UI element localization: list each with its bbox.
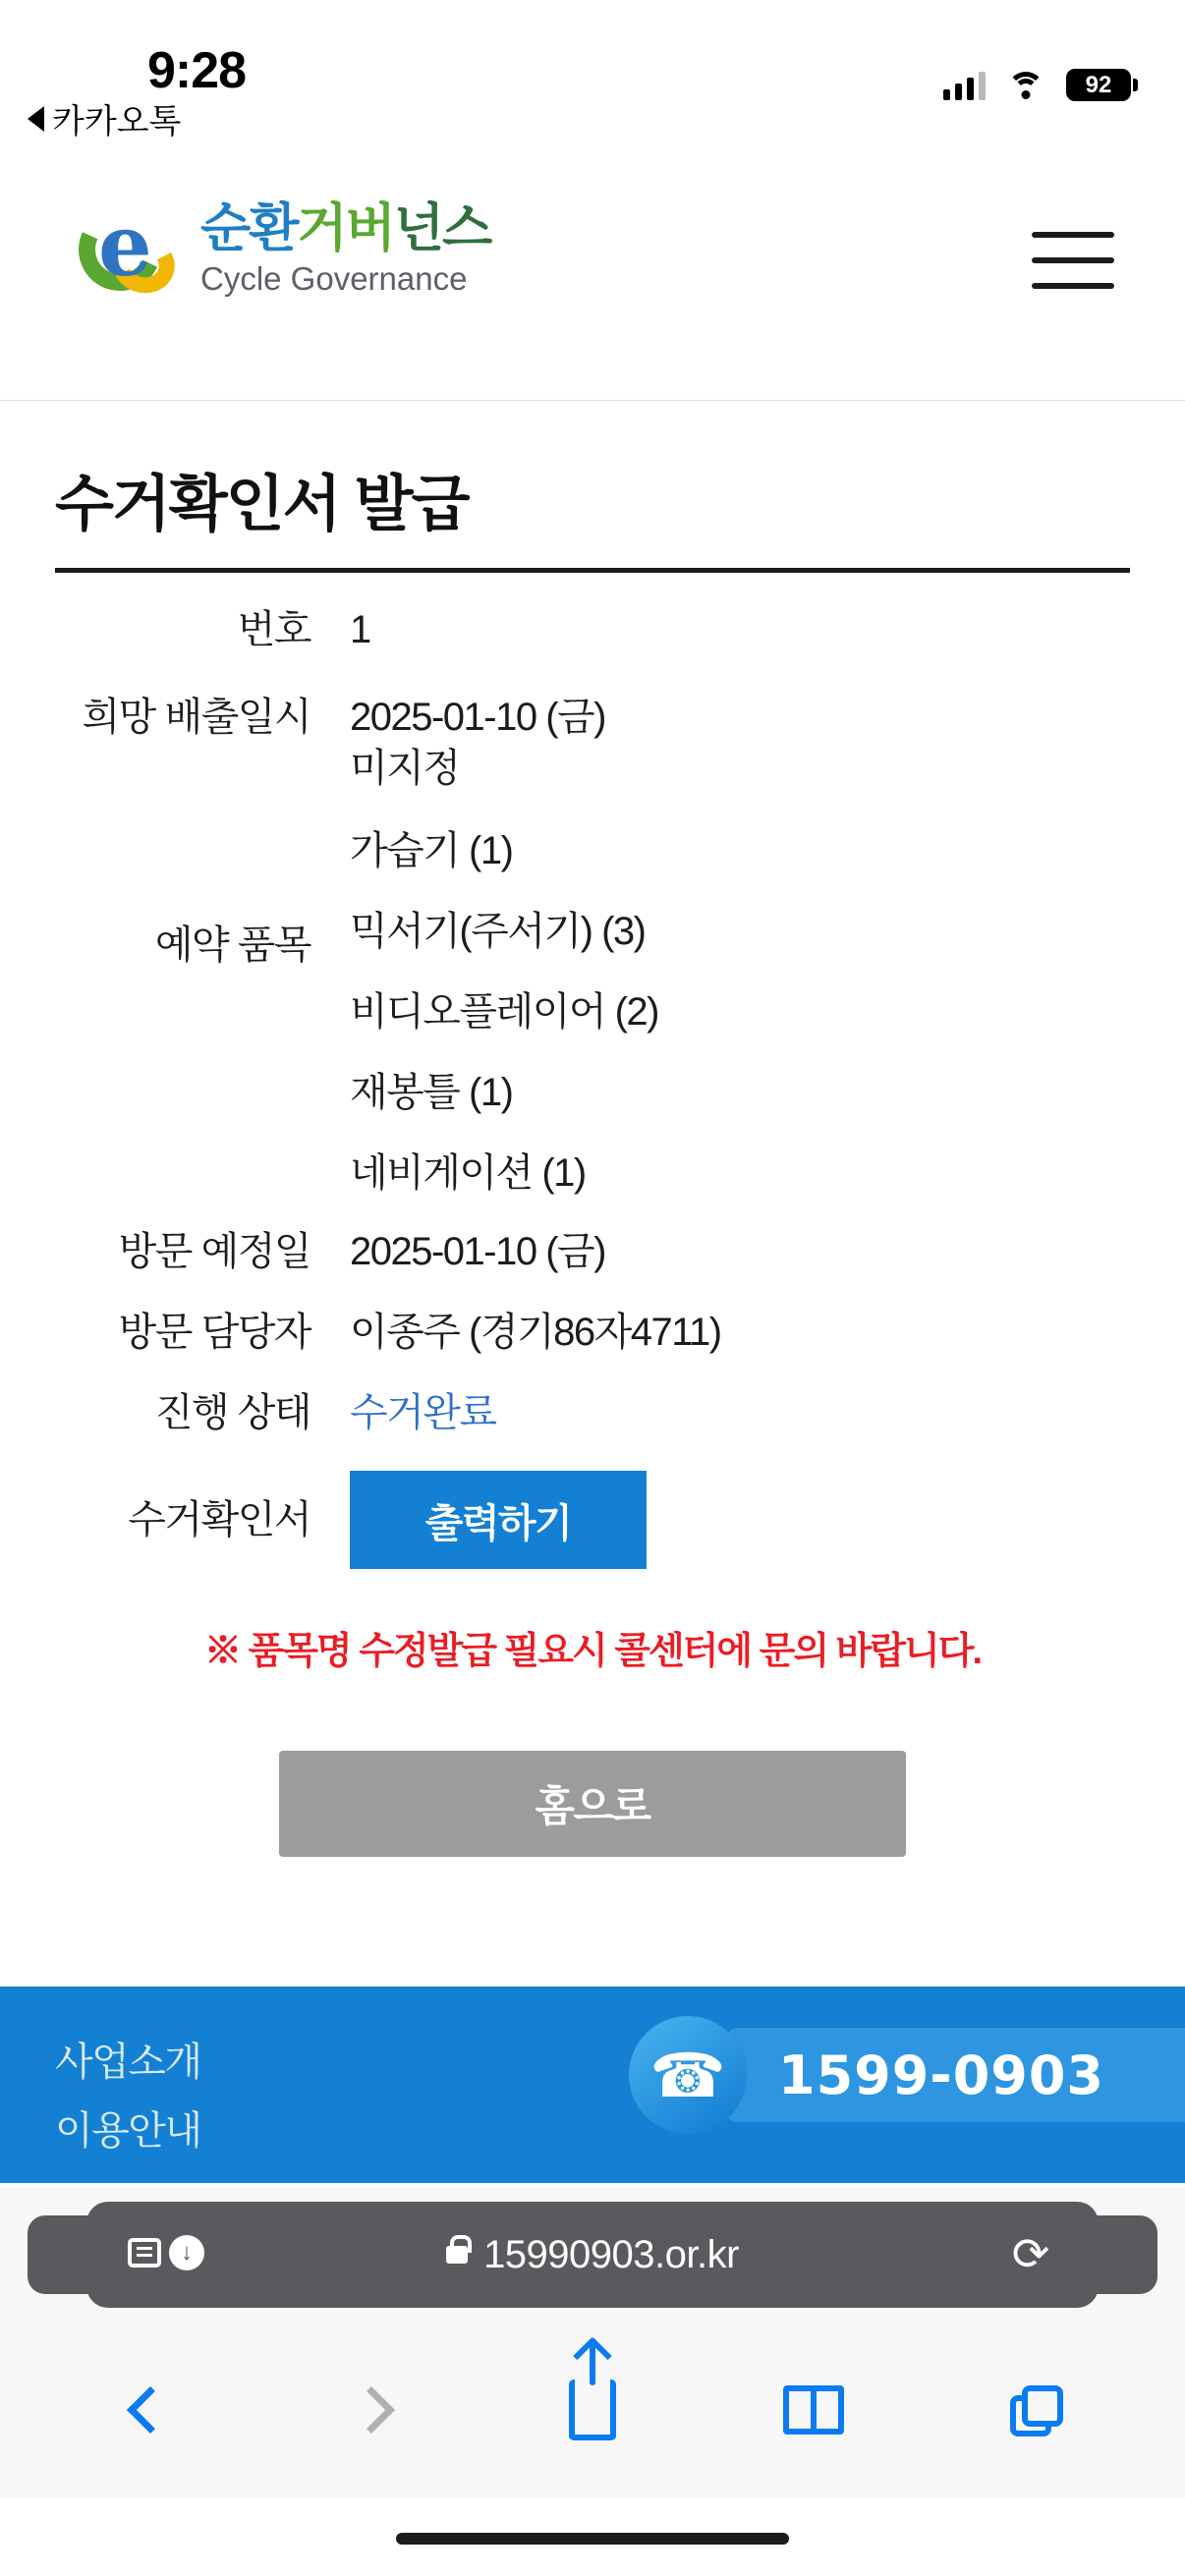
list-item: 비디오플레이어 (2) — [350, 990, 658, 1034]
return-to-app-button[interactable] — [28, 94, 181, 142]
battery-indicator: 92 — [1066, 69, 1131, 101]
logo-text — [200, 200, 490, 298]
url-center[interactable] — [86, 2228, 1099, 2279]
reservation-info-table — [55, 573, 1130, 1569]
status-bar-indicators — [943, 69, 1131, 101]
table-row-progress — [55, 1357, 1130, 1437]
footer-link-business[interactable]: 사업소개 — [55, 2041, 201, 2084]
wifi-icon — [1007, 72, 1044, 99]
label-items: 예약 품목 — [154, 924, 310, 967]
status-bar-time: 9:28 — [147, 42, 247, 99]
value-desired-date-line2: 미지정 — [350, 747, 460, 790]
label-number: 번호 — [237, 608, 310, 651]
browser-address-bar — [0, 2188, 1185, 2322]
value-visit-date: 2025-01-10 (금) — [350, 1230, 606, 1273]
table-row-certificate — [55, 1437, 1130, 1569]
value-desired-date — [350, 693, 1130, 793]
book-icon — [783, 2385, 844, 2435]
logo-english-name: Cycle Governance — [200, 260, 468, 298]
tabs-button[interactable] — [981, 2356, 1089, 2464]
site-logo[interactable] — [77, 196, 491, 298]
page-settings-button[interactable] — [128, 2235, 204, 2270]
return-to-app-label: 카카오톡 — [52, 103, 182, 140]
footer-links — [55, 2032, 201, 2169]
page-title: 수거확인서 발급 — [55, 471, 469, 538]
url-text: 15990903.or.kr — [483, 2232, 739, 2276]
value-desired-date-line1: 2025-01-10 (금) — [350, 696, 606, 739]
logo-kr-1: 순환 — [200, 199, 298, 257]
list-item: 가습기 (1) — [350, 829, 513, 872]
site-header — [0, 147, 1185, 401]
logo-kr-2: 거버 — [297, 199, 394, 257]
url-pill[interactable] — [86, 2202, 1099, 2308]
next-tab-strip[interactable] — [1059, 2215, 1157, 2294]
back-triangle-icon — [28, 106, 44, 132]
cycle-logo-icon: e — [77, 202, 187, 297]
phone-icon: ☎ — [629, 2016, 747, 2134]
status-bar — [0, 0, 1185, 147]
back-button[interactable] — [96, 2356, 204, 2464]
tabs-icon — [1010, 2385, 1059, 2435]
bookmarks-button[interactable] — [760, 2356, 868, 2464]
lock-icon — [446, 2246, 468, 2264]
share-icon — [569, 2380, 616, 2440]
chevron-left-icon — [127, 2386, 174, 2434]
table-row-desired-date — [55, 653, 1130, 793]
logo-korean-name — [200, 200, 490, 256]
download-icon: ↓ — [169, 2235, 204, 2270]
browser-toolbar — [0, 2322, 1185, 2498]
list-item: 네비게이션 (1) — [350, 1151, 586, 1195]
hamburger-menu-icon[interactable] — [1032, 232, 1114, 289]
print-button[interactable]: 출력하기 — [350, 1471, 647, 1569]
cellular-signal-icon — [943, 71, 986, 100]
table-row-items — [55, 793, 1130, 1198]
certificate-action-cell — [350, 1471, 1130, 1569]
home-button-wrap — [0, 1751, 1185, 1857]
value-items — [350, 826, 1130, 1198]
share-button[interactable] — [538, 2356, 647, 2464]
label-progress: 진행 상태 — [154, 1391, 310, 1434]
label-certificate: 수거확인서 — [128, 1498, 310, 1541]
footer-link-guide[interactable]: 이용안내 — [55, 2109, 201, 2153]
main-content — [0, 402, 1185, 1857]
forward-button[interactable] — [317, 2356, 425, 2464]
logo-kr-3: 넌스 — [393, 199, 491, 257]
reload-icon[interactable]: ⟳ — [1011, 2228, 1050, 2279]
chevron-right-icon — [348, 2386, 395, 2434]
table-row-visit-staff — [55, 1276, 1130, 1357]
value-number: 1 — [350, 608, 370, 651]
table-row-number — [55, 573, 1130, 653]
status-badge: 수거완료 — [350, 1391, 496, 1434]
label-visit-date: 방문 예정일 — [118, 1230, 310, 1273]
list-item: 재봉틀 (1) — [350, 1071, 513, 1114]
home-button[interactable]: 홈으로 — [279, 1751, 906, 1857]
label-desired-date: 희망 배출일시 — [82, 696, 310, 739]
list-item: 믹서기(주서기) (3) — [350, 910, 646, 953]
call-center-number: 1599-0903 — [778, 2044, 1104, 2106]
table-row-visit-date — [55, 1198, 1130, 1276]
label-visit-staff: 방문 담당자 — [118, 1311, 310, 1354]
notice-text: ※ 품목명 수정발급 필요시 콜센터에 문의 바랍니다. — [203, 1631, 982, 1672]
reader-view-icon — [128, 2238, 161, 2268]
previous-tab-strip[interactable] — [28, 2215, 126, 2294]
site-footer — [0, 1987, 1185, 2183]
value-visit-staff: 이종주 (경기86자4711) — [350, 1311, 721, 1354]
home-indicator — [396, 2533, 789, 2545]
call-center-banner[interactable] — [649, 2028, 1185, 2122]
